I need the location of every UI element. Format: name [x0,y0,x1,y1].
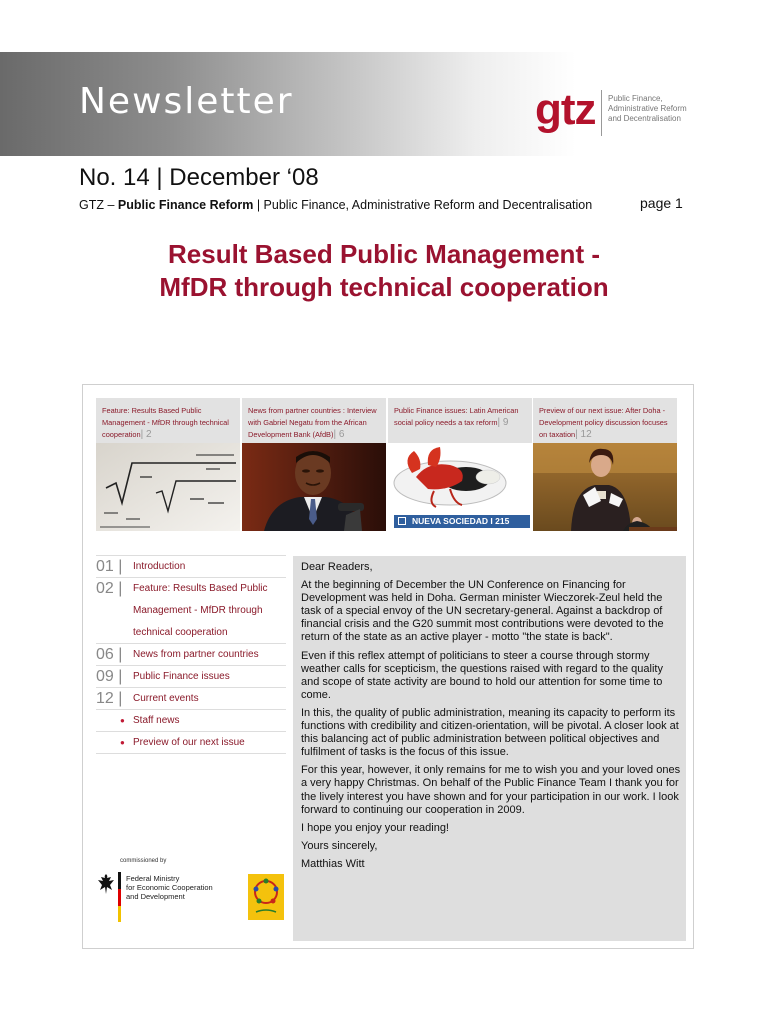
headline [79,238,689,304]
bmz-name [126,874,213,901]
logo-tagline [608,94,708,124]
toc-label: technical cooperation [133,627,228,638]
toc-rule [96,753,286,754]
toc-label: Introduction [133,561,186,572]
letter-paragraph: In this, the quality of public administration, meaning its capacity to perform its functions with credibility and citizen-orientation, will be pivotal. A closer look at this balancing act of public administration between political objectives and fulfilment of tasks is the focus of this issue. [301,706,679,759]
feature-page: | 6 [333,429,345,440]
toc-label: News from partner countries [133,649,259,660]
feature-label: Preview of our next issue: After Doha - Development policy discussion focuses on taxation [539,406,668,439]
bullet-icon: ● [120,716,125,725]
toc-rule [96,731,286,732]
feature-card-public-finance[interactable] [388,398,532,531]
toc-rule [96,577,286,578]
toc-number: 01 | [96,558,123,575]
nueva-sociedad-icon [398,517,406,525]
toc-label: Feature: Results Based Public [133,583,268,594]
logo-divider [601,90,602,136]
issue-number: No. 14 | December ‘08 [79,164,319,191]
page-number: page 1 [640,195,683,211]
feature-text [102,405,238,441]
subtitle [79,198,592,212]
letter-closing: Yours sincerely, [301,839,378,852]
feature-card-results-based[interactable] [96,398,240,531]
letter-paragraph: At the beginning of December the UN Conference on Financing for Development was held in Doha. German minister Wieczorek-Zeul held the task of a special envoy of the UN secretary-general. Against a backdrop of financial crisis and the G20 summit most contributions were devoted to the return of the state as an active player - motto "the state is back". [301,579,664,644]
feature-label: Public Finance issues: Latin American social policy needs a tax reform [394,406,519,427]
toc-rule [96,687,286,688]
toc-number: 06 | [96,646,123,663]
letter-paragraph: Even if this reflex attempt of politicians to steer a course through stormy weather calls for scepticism, the questions raised with regard to the quality and scope of state activity are bound to hold our attention for some time to come. [301,649,663,701]
headline-line-1: Result Based Public Management - [168,239,600,269]
toc-label: Staff news [133,715,180,726]
feature-card-preview[interactable] [533,398,677,531]
bullet-icon: ● [120,738,125,747]
toc-number: 09 | [96,668,123,685]
toc-rule [96,643,286,644]
tagline-line: and Decentralisation [608,114,681,123]
letter-signature: Matthias Witt [301,857,365,870]
nueva-sociedad-banner [394,515,530,528]
commissioned-by-label: commissioned by [120,858,167,864]
subtitle-bold: Public Finance Reform [117,198,254,212]
feature-text [539,405,675,441]
federal-eagle-icon [96,872,116,896]
toc-label: Current events [133,693,199,704]
headline-line-2: MfDR through technical cooperation [159,272,609,302]
toc-label: Public Finance issues [133,671,230,682]
feature-card-partner-countries[interactable] [242,398,386,531]
our-world-logo [248,874,284,920]
feature-text [248,405,384,441]
feature-page: | 2 [140,429,152,440]
feature-page: | 9 [497,417,509,428]
letter-greeting: Dear Readers, [301,561,373,573]
tagline-line: Public Finance, [608,94,663,103]
toc-number: 12 | [96,690,123,707]
editorial-letter [293,556,686,941]
letter-paragraph: I hope you enjoy your reading! [301,821,449,834]
letter-body [301,561,681,876]
german-flag-bar [118,872,121,922]
bmz-line: for Economic Cooperation [126,883,213,892]
bmz-line: and Development [126,892,185,901]
tagline-line: Administrative Reform [608,104,687,113]
letter-paragraph: For this year, however, it only remains for me to wish you and your loved ones a very happy Christmas. On behalf of the Public Finance Team I thank you for the lively interest you have shown and for your participation in our work. I look forward to continuing our cooperation in 2009. [301,764,681,816]
toc-label: Preview of our next issue [133,737,245,748]
toc-rule [96,665,286,666]
feature-text [394,405,530,429]
subtitle-prefix: GTZ – [79,198,118,212]
feature-label: News from partner countries : Interview with Gabriel Negatu from the African Development Bank (AfdB) [248,406,377,439]
speaker-photo [242,443,386,531]
feature-label: Feature: Results Based Public Management - MfDR through technical cooperation [102,406,229,439]
toc-number: 02 | [96,580,123,597]
math-formula-image [96,443,240,531]
gtz-logo: gtz [535,85,596,134]
newsletter-title: Newsletter [79,81,294,122]
nueva-sociedad-label: NUEVA SOCIEDAD I 215 [412,516,510,526]
toc-rule [96,709,286,710]
subtitle-rest: | Public Finance, Administrative Reform and Decentralisation [253,198,593,212]
toc-label: Management - MfDR through [133,605,263,616]
conference-photo [533,443,677,531]
feature-page: | 12 [575,429,592,440]
bmz-line: Federal Ministry [126,874,180,883]
